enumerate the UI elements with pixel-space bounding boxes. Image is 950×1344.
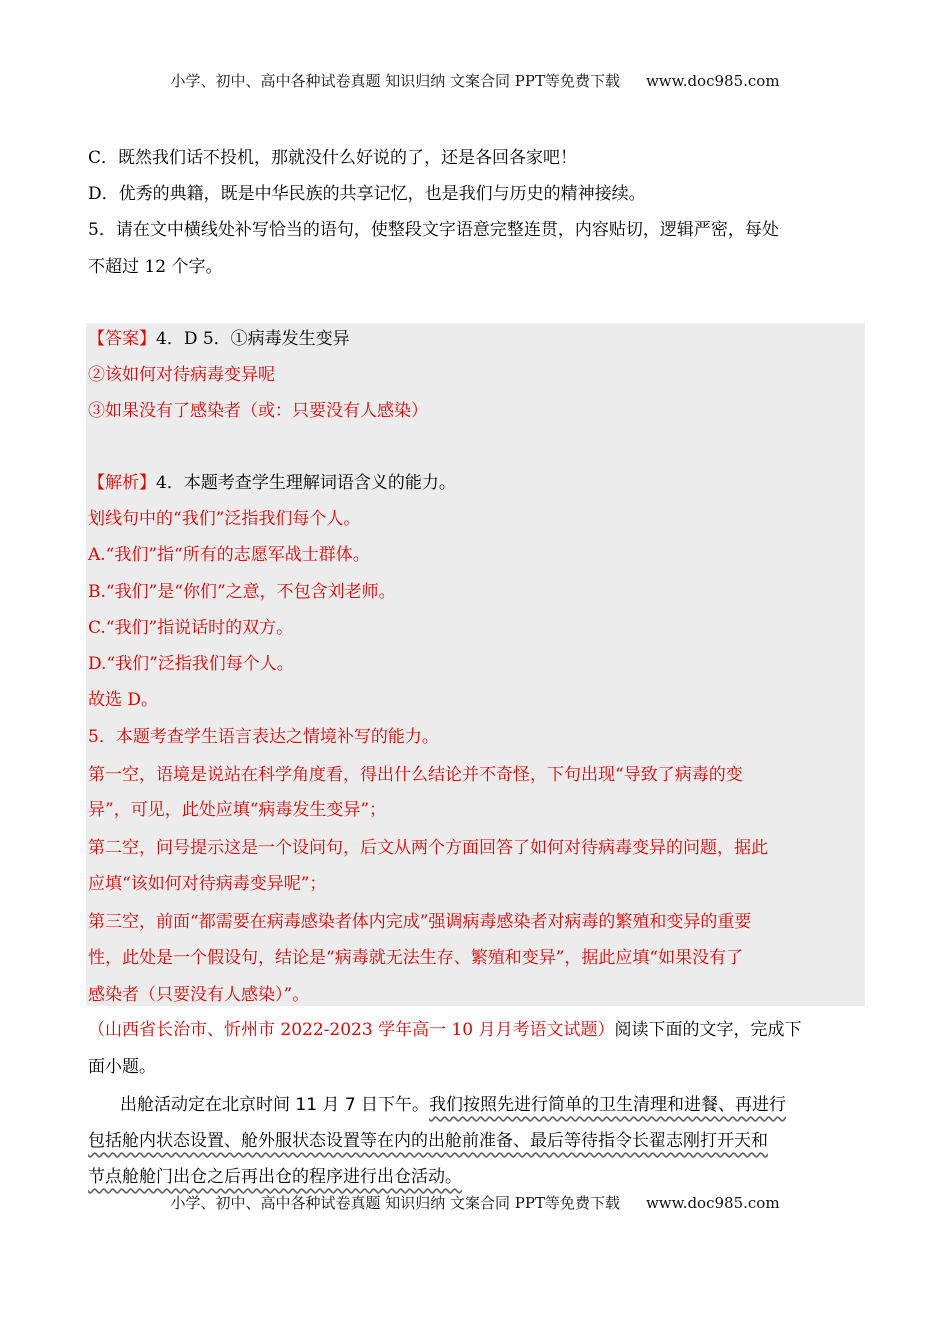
- footer-text: 小学、初中、高中各种试卷真题 知识归纳 文案合同 PPT等免费下载: [170, 1194, 620, 1212]
- passage-line1: [120, 1093, 786, 1117]
- analysis-line3: A.“我们”指“所有的志愿军战士群体。: [88, 545, 370, 565]
- question-source: （山西省长治市、忻州市 2022-2023 学年高一 10 月月考语文试题）: [88, 1020, 615, 1040]
- analysis-line4: B.“我们”是“你们”之意，不包含刘老师。: [88, 582, 396, 602]
- passage-line1-plain: 出舱活动定在北京时间 11 月 7 日下午。: [120, 1095, 430, 1115]
- analysis-label: 【解析】: [88, 473, 156, 493]
- question-5-line2: 不超过 12 个字。: [88, 257, 223, 277]
- analysis-line12: 应填“该如何对待病毒变异呢”；: [88, 874, 327, 894]
- passage-line1-underlined: 我们按照先进行简单的卫生清理和进餐、再进行: [429, 1095, 787, 1115]
- footer-url[interactable]: www.doc985.com: [645, 1194, 780, 1212]
- next-question-line2: 面小题。: [88, 1057, 156, 1077]
- next-question-line1: [88, 1018, 802, 1042]
- analysis-line11: 第二空，问号提示这是一个设问句，后文从两个方面回答了如何对待病毒变异的问题，据此: [88, 838, 768, 858]
- header-text: 小学、初中、高中各种试卷真题 知识归纳 文案合同 PPT等免费下载: [170, 72, 620, 90]
- option-d: D．优秀的典籍，既是中华民族的共享记忆，也是我们与历史的精神接续。: [88, 184, 646, 204]
- answer-line3: ③如果没有了感染者（或：只要没有人感染）: [88, 401, 428, 421]
- analysis-line9: 第一空，语境是说站在科学角度看，得出什么结论并不奇怪，下句出现“导致了病毒的变: [88, 765, 743, 785]
- analysis-line14: 性，此处是一个假设句，结论是“病毒就无法生存、繁殖和变异”，据此应填“如果没有了: [88, 948, 744, 968]
- analysis-line6: D.“我们”泛指我们每个人。: [88, 654, 294, 674]
- analysis-line1: [88, 471, 456, 495]
- passage-line2: 包括舱内状态设置、舱外服状态设置等在内的出舱前准备、最后等待指令长翟志刚打开天和: [88, 1131, 768, 1151]
- question-instruction: 阅读下面的文字，完成下: [614, 1020, 802, 1040]
- option-c: C．既然我们话不投机，那就没什么好说的了，还是各回各家吧！: [88, 148, 578, 168]
- header-url[interactable]: www.doc985.com: [645, 72, 780, 90]
- analysis-line7: 故选 D。: [88, 690, 159, 710]
- question-5-line1: 5．请在文中横线处补写恰当的语句，使整段文字语意完整连贯，内容贴切，逻辑严密，每处: [88, 220, 779, 240]
- passage-line3: 节点舱舱门出仓之后再出仓的程序进行出仓活动。: [88, 1167, 462, 1187]
- page-header: [0, 70, 950, 91]
- analysis-line8: 5．本题考查学生语言表达之情境补写的能力。: [88, 727, 439, 747]
- analysis-line13: 第三空，前面“都需要在病毒感染者体内完成”强调病毒感染者对病毒的繁殖和变异的重要: [88, 912, 752, 932]
- answer-line1-text: 4．D 5．①病毒发生变异: [156, 329, 350, 349]
- answer-line1: [88, 327, 350, 351]
- answer-line2: ②该如何对待病毒变异呢: [88, 365, 275, 385]
- page-footer: [0, 1192, 950, 1213]
- answer-label: 【答案】: [88, 329, 156, 349]
- analysis-line2: 划线句中的“我们”泛指我们每个人。: [88, 509, 361, 529]
- analysis-line10: 异”，可见，此处应填“病毒发生变异”；: [88, 800, 387, 820]
- analysis-line1-text: 4．本题考查学生理解词语含义的能力。: [156, 473, 456, 493]
- analysis-line15: 感染者（只要没有人感染）”。: [88, 985, 310, 1005]
- analysis-line5: C.“我们”指说话时的双方。: [88, 618, 294, 638]
